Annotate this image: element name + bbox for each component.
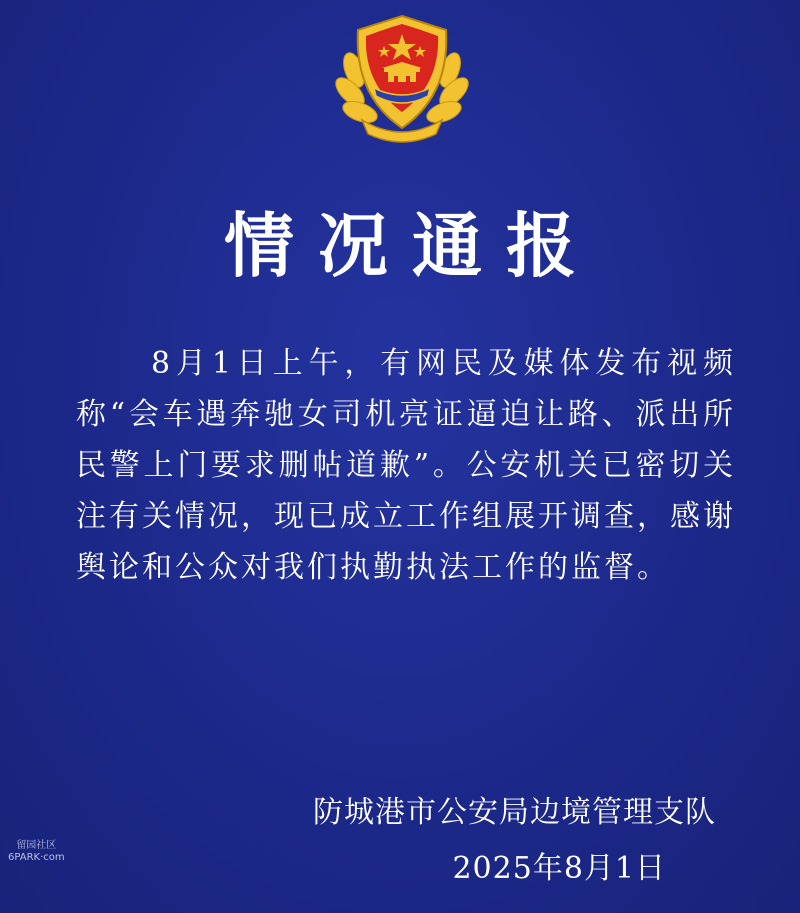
site-watermark xyxy=(8,840,65,864)
page-title: 情况通报 xyxy=(224,204,600,287)
issue-date: 2025年8月1日 xyxy=(452,851,666,886)
watermark-line-2: 6PARK·com xyxy=(8,852,65,863)
watermark-line-1: 留园社区 xyxy=(16,840,57,851)
issuer-name: 防城港市公安局边境管理支队 xyxy=(313,795,716,830)
signature-block xyxy=(313,785,716,897)
notice-body: 8月1日上午，有网民及媒体发布视频称“会车遇奔驰女司机亮证逼迫让路、派出所民警上门要求删帖道歉”。公安机关已密切关注有关情况，现已成立工作组展开调查，感谢舆论和公众对我们执勤执法工作的监督。 xyxy=(76,346,736,585)
police-emblem-icon xyxy=(332,10,472,150)
